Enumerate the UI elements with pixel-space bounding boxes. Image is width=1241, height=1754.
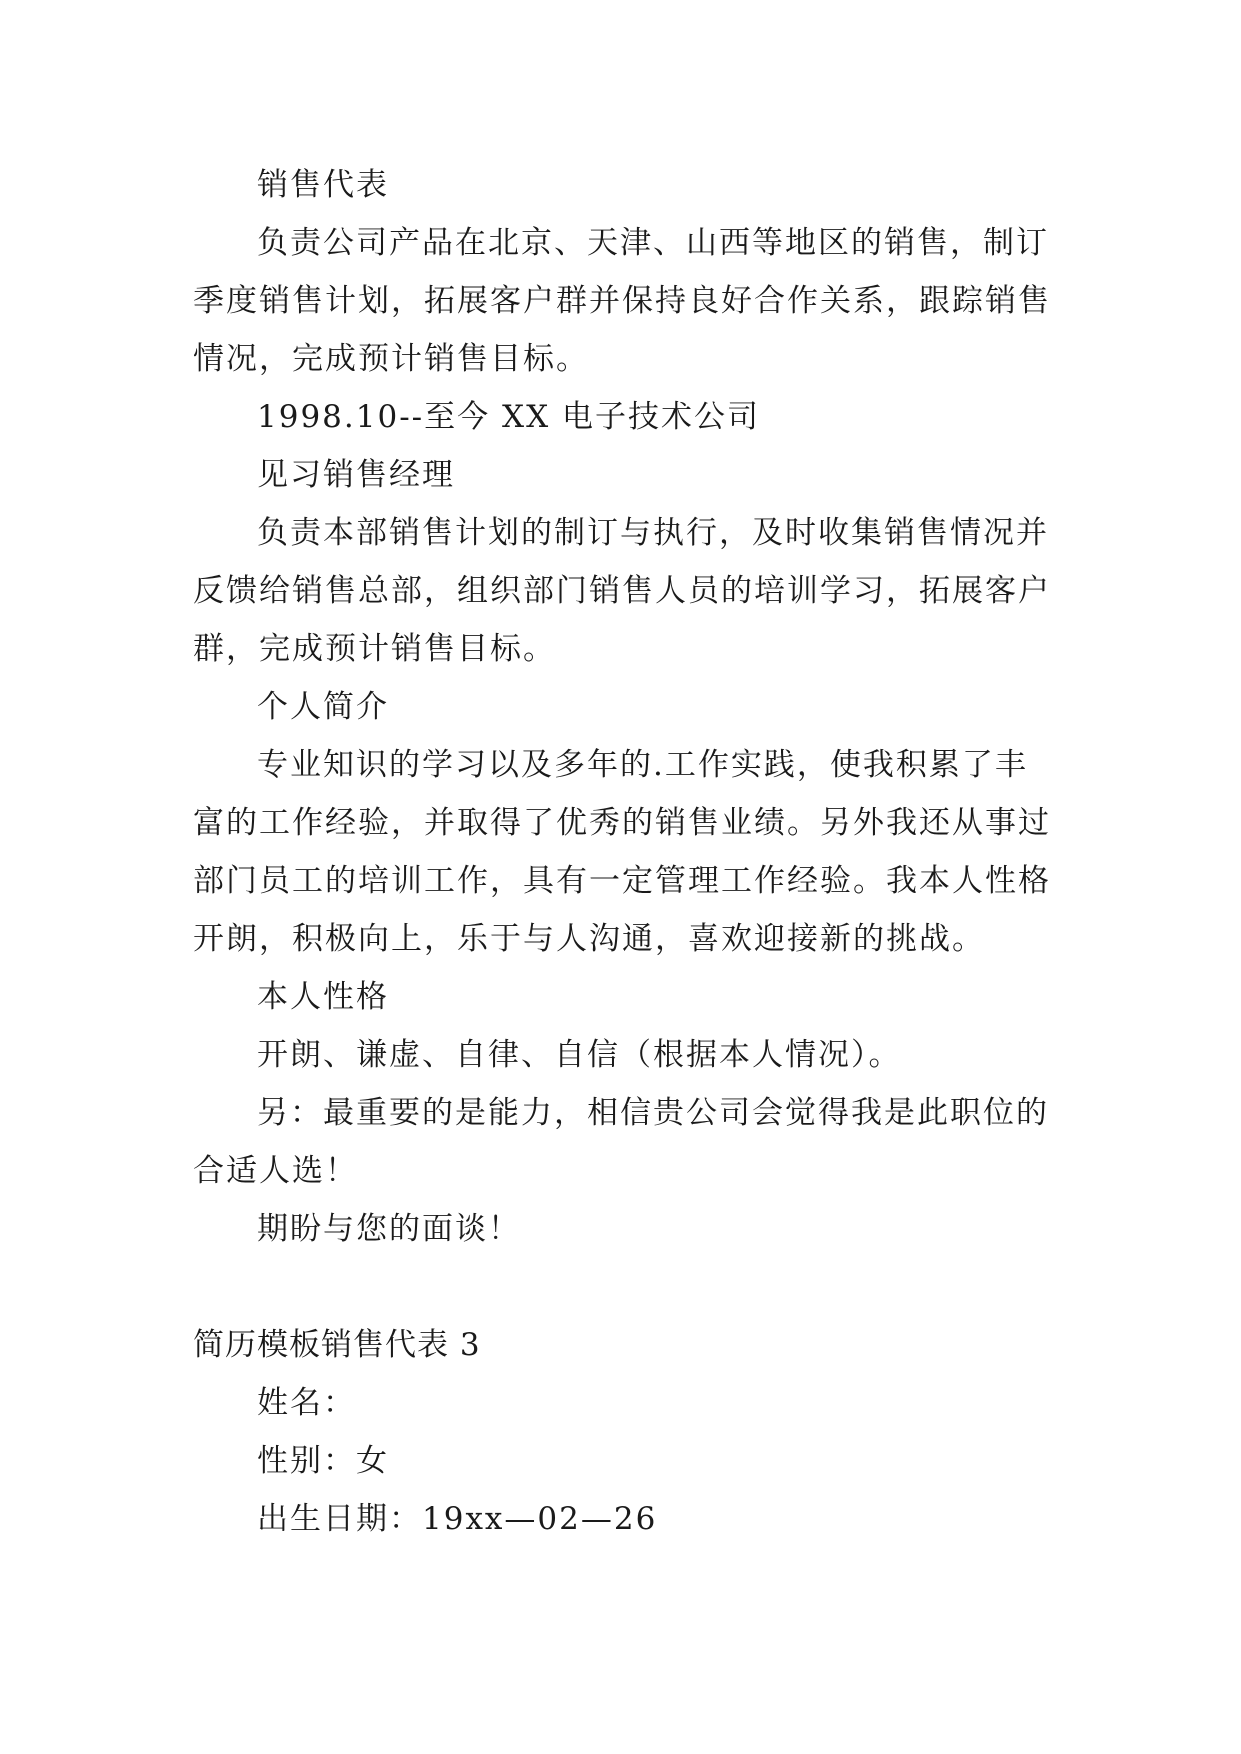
paragraph-line: 群，完成预计销售目标。 xyxy=(193,631,556,667)
section-heading: 个人简介 xyxy=(257,689,389,725)
name-field-line: 姓名： xyxy=(257,1385,356,1421)
paragraph-line: 开朗，积极向上，乐于与人沟通，喜欢迎接新的挑战。 xyxy=(193,921,985,957)
paragraph-line: 负责公司产品在北京、天津、山西等地区的销售，制订 xyxy=(257,225,1049,261)
paragraph-line: 季度销售计划，拓展客户群并保持良好合作关系，跟踪销售 xyxy=(193,283,1051,319)
paragraph-line: 部门员工的培训工作，具有一定管理工作经验。我本人性格 xyxy=(193,863,1051,899)
paragraph-line: 开朗、谦虚、自律、自信（根据本人情况）。 xyxy=(257,1037,902,1073)
template-title: 简历模板销售代表 3 xyxy=(193,1327,481,1363)
paragraph-line: 反馈给销售总部，组织部门销售人员的培训学习，拓展客户 xyxy=(193,573,1051,609)
paragraph-line: 专业知识的学习以及多年的.工作实践，使我积累了丰 xyxy=(257,747,1028,783)
gender-field-line: 性别：女 xyxy=(257,1443,389,1479)
section-heading: 本人性格 xyxy=(257,979,389,1015)
job-title-line: 销售代表 xyxy=(257,167,389,203)
closing-line: 期盼与您的面谈！ xyxy=(257,1211,521,1247)
paragraph-line: 负责本部销售计划的制订与执行，及时收集销售情况并 xyxy=(257,515,1049,551)
employment-period-line: 1998.10--至今 XX 电子技术公司 xyxy=(257,399,760,435)
paragraph-line: 富的工作经验，并取得了优秀的销售业绩。另外我还从事过 xyxy=(193,805,1051,841)
birthdate-field-line: 出生日期：19xx—02—26 xyxy=(257,1501,658,1537)
paragraph-line: 另：最重要的是能力，相信贵公司会觉得我是此职位的 xyxy=(257,1095,1049,1131)
paragraph-line: 合适人选！ xyxy=(193,1153,358,1189)
paragraph-line: 情况，完成预计销售目标。 xyxy=(193,341,589,377)
job-title-line: 见习销售经理 xyxy=(257,457,455,493)
